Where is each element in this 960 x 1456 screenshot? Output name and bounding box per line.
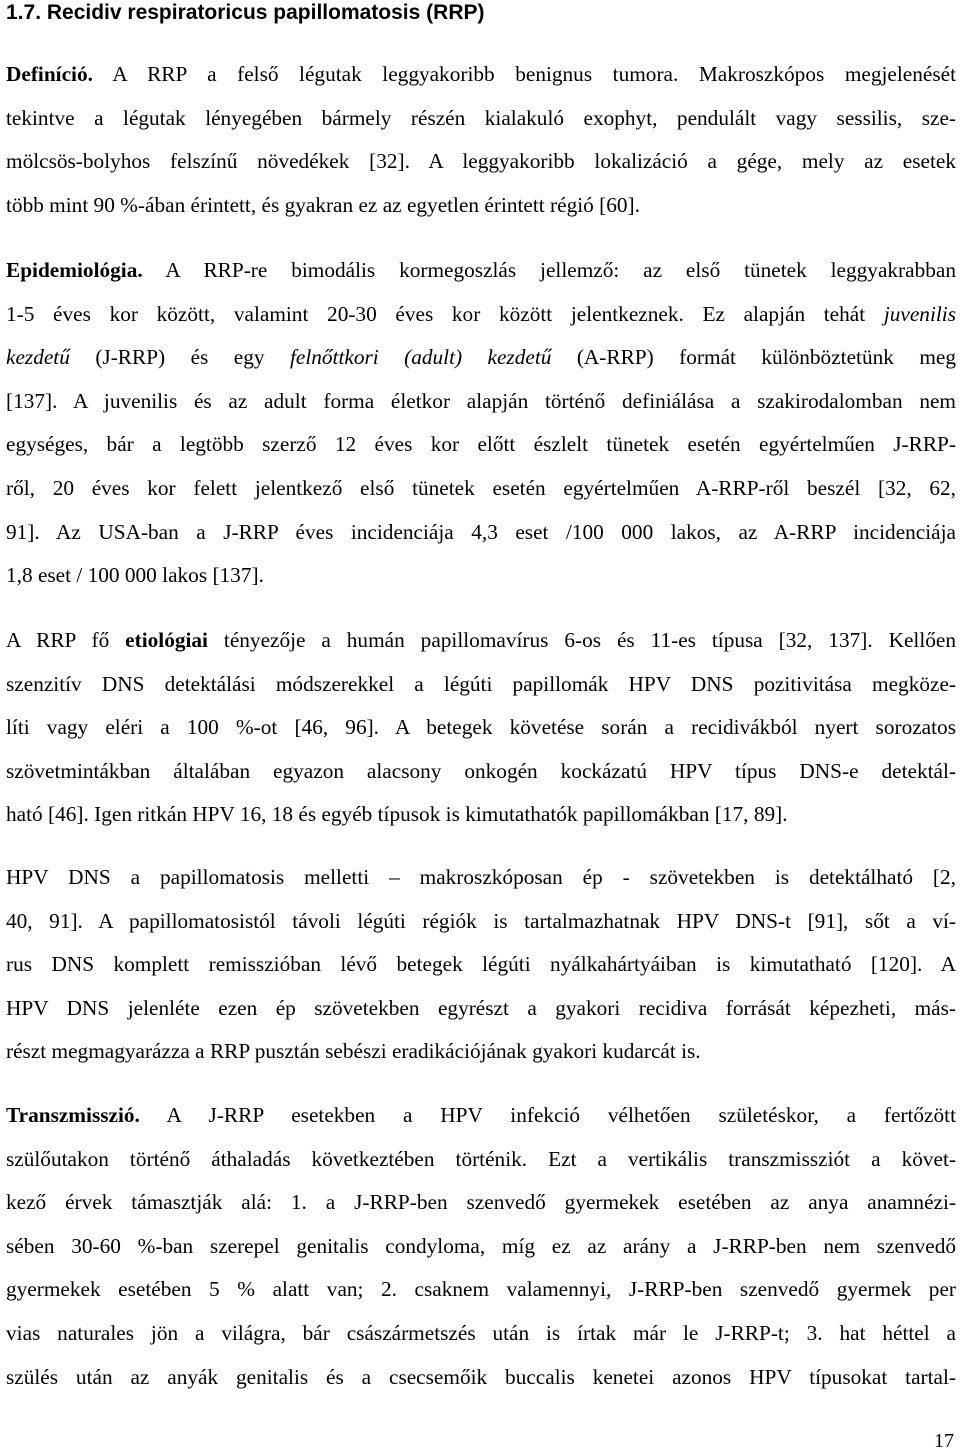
text-line: [6, 293, 956, 337]
text-run: A RRP-re bimodális kormegoszlás jellemző: az első tünetek leggyakrabban: [142, 258, 956, 282]
paragraph-epidemiology: [6, 249, 956, 598]
text-line: [137]. A juvenilis és az adult forma életkor alapján történő definiálása a szakirodalomban nem: [6, 388, 956, 413]
text-line: részt megmagyarázza a RRP pusztán sebészi eradikációjának gyakori kudarcát is.: [6, 1039, 701, 1064]
paragraph-etiology: [6, 619, 956, 837]
run-heading-epidemiology: Epidemiológia.: [6, 258, 143, 282]
text-line: [6, 1094, 956, 1138]
text-run: (A-RRP) formát különböztetünk meg: [551, 345, 956, 370]
run-heading-definition: Definíció.: [6, 62, 93, 86]
text-line: rus DNS komplett remisszióban lévő betegek légúti nyálkahártyáiban is kimutatható [120]. A: [6, 952, 956, 977]
text-run: 1-5 éves kor között, valamint 20-30 éves kor között jelentkeznek. Ez alapján tehát: [6, 301, 884, 326]
text-line: ről, 20 éves kor felett jelentkező első tünetek esetén egyértelműen A-RRP-ről beszél [32, 62,: [6, 475, 956, 500]
text-line: [6, 336, 956, 380]
text-line: sében 30-60 %-ban szerepel genitalis condyloma, míg ez az arány a J-RRP-ben nem szenvedő: [6, 1233, 956, 1258]
text-run: A RRP fő: [6, 628, 126, 652]
text-line: 91]. Az USA-ban a J-RRP éves incidenciája 4,3 eset /100 000 lakos, az A-RRP incidenciája: [6, 519, 956, 544]
paragraph-transmission: [6, 1094, 956, 1399]
text-line: [6, 53, 956, 97]
text-line: több mint 90 %-ában érintett, és gyakran ez az egyetlen érintett régió [60].: [6, 192, 640, 217]
paragraph-hpv-dns: [6, 856, 956, 1074]
text-line: ható [46]. Igen ritkán HPV 16, 18 és egyéb típusok is kimutathatók papillomákban [17, 89].: [6, 802, 788, 827]
page-number: 17: [934, 1430, 954, 1452]
text-line: gyermekek esetében 5 % alatt van; 2. csaknem valamennyi, J-RRP-ben szenvedő gyermek per: [6, 1277, 956, 1302]
text-run: A J-RRP esetekben a HPV infekció vélhetően születéskor, a fertőzött: [139, 1103, 956, 1127]
text-line: kező érvek támasztják alá: 1. a J-RRP-ben szenvedő gyermekek esetében az anya anamnézi-: [6, 1190, 956, 1215]
text-line: líti vagy eléri a 100 %-ot [46, 96]. A betegek követése során a recidivákból nyert sorozatos: [6, 715, 956, 740]
text-line: HPV DNS jelenléte ezen ép szövetekben egyrészt a gyakori recidiva forrását képezheti, más-: [6, 995, 956, 1020]
text-run: (J-RRP) és egy: [69, 345, 290, 370]
text-line: szülés után az anyák genitalis és a csecsemőik buccalis kenetei azonos HPV típusokat tartal-: [6, 1364, 956, 1389]
run-bold-etiology: etiológiai: [125, 628, 208, 652]
text-line: 1,8 eset / 100 000 lakos [137].: [6, 563, 264, 588]
run-heading-transmission: Transzmisszió.: [6, 1103, 140, 1127]
text-line: vias naturales jön a világra, bár császármetszés után is írtak már le J-RRP-t; 3. hat héttel a: [6, 1320, 956, 1345]
text-line: [6, 249, 956, 293]
text-run: A RRP a felső légutak leggyakoribb benignus tumora. Makroszkópos megjelenését: [92, 62, 956, 86]
text-line: HPV DNS a papillomatosis melletti – makroszkóposan ép - szövetekben is detektálható [2,: [6, 865, 956, 889]
text-line: tekintve a légutak lényegében bármely részén kialakuló exophyt, pendulált vagy sessilis, sze-: [6, 105, 956, 130]
text-line: szövetmintákban általában egyazon alacsony onkogén kockázatú HPV típus DNS-e detektál-: [6, 758, 956, 783]
text-line: 40, 91]. A papillomatosistól távoli légúti régiók is tartalmazhatnak HPV DNS-t [91], sőt a ví-: [6, 908, 956, 933]
text-line: szenzitív DNS detektálási módszerekkel a légúti papillomák HPV DNS pozitivitása megköze-: [6, 671, 956, 696]
section-title: 1.7. Recidiv respiratoricus papillomatosis (RRP): [6, 1, 485, 24]
text-line: egységes, bár a legtöbb szerző 12 éves kor előtt észlelt tünetek esetén egyértelműen J-RRP-: [6, 432, 956, 457]
text-line: szülőutakon történő áthaladás következtében történik. Ezt a vertikális transzmissziót a követ-: [6, 1146, 956, 1171]
italic-run: felnőttkori (adult) kezdetű: [289, 345, 552, 370]
paragraph-definition: [6, 53, 956, 227]
text-line: mölcsös-bolyhos felszínű növedékek [32]. A leggyakoribb lokalizáció a gége, mely az esetek: [6, 149, 956, 174]
italic-run: juvenilis: [883, 301, 956, 326]
text-run: tényezője a humán papillomavírus 6-os és 11-es típusa [32, 137]. Kellően: [207, 628, 956, 652]
text-line: [6, 619, 956, 663]
italic-run: kezdetű: [6, 345, 70, 370]
